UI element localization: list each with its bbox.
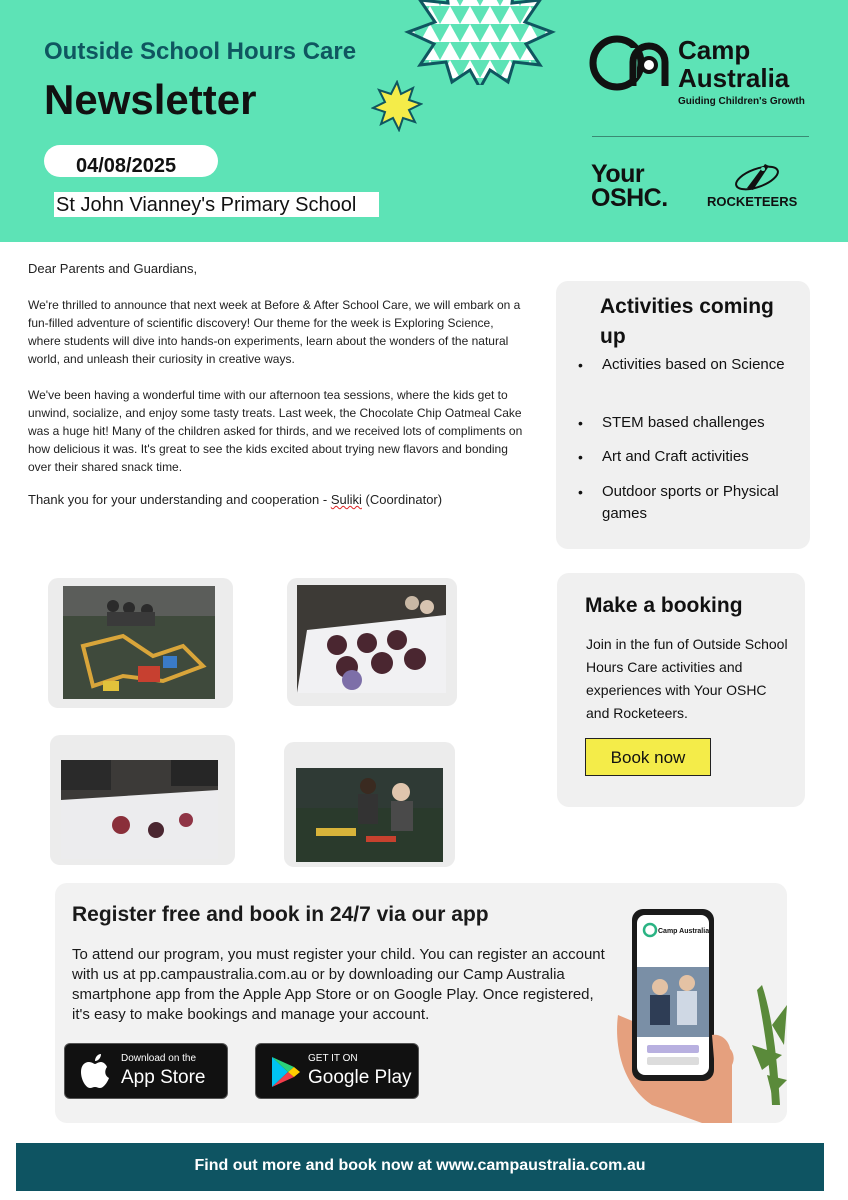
brand-tagline: Guiding Children's Growth xyxy=(678,96,805,107)
activity-item: Outdoor sports or Physical games xyxy=(602,483,779,522)
sparkle-star-icon xyxy=(371,80,423,132)
activity-item: Activities based on Science xyxy=(602,356,785,373)
bullet-icon: • xyxy=(578,357,583,373)
school-name: St John Vianney's Primary School xyxy=(56,194,357,216)
starburst-decoration xyxy=(400,0,560,85)
photo-paper-flowers-table xyxy=(297,585,446,693)
camp-australia-logo-icon xyxy=(589,34,675,92)
brand-name-line2: Australia xyxy=(678,63,790,93)
letter-paragraph: We've been having a wonderful time with our afternoon tea sessions, where the kids get to unwind, socialize, and enjoy some tasty treats. Last week, the Chocolate Chip Oatmeal Cake was a huge hit! Many of the children asked for thirds, and we received lots of compliments on how delicious it was. It's great to see the kids excited about trying new flavors and bonding over their shared snack time. xyxy=(28,388,523,474)
photo-kids-on-mat xyxy=(296,768,443,862)
signoff-text: Thank you for your understanding and cooperation - xyxy=(28,492,331,507)
register-description: To attend our program, you must register your child. You can register an account with us at pp.campaustralia.com.au or by downloading our Camp Australia smartphone app from the Apple App Store or on Google Play. Once registered, it's easy to make bookings and manage your account. xyxy=(72,946,605,1023)
app-store-small-text: Download on the xyxy=(121,1053,197,1064)
header-divider xyxy=(592,136,809,137)
bullet-icon: • xyxy=(578,415,583,431)
newsletter-title: Newsletter xyxy=(44,76,257,123)
coordinator-role: (Coordinator) xyxy=(361,492,443,507)
booking-title: Make a booking xyxy=(585,594,743,617)
brand-name xyxy=(678,36,789,92)
activity-item: STEM based challenges xyxy=(602,414,765,431)
letter-greeting: Dear Parents and Guardians, xyxy=(28,261,198,276)
booking-description: Join in the fun of Outside School Hours Care activities and experiences with Your OSHC and Rocketeers. xyxy=(586,636,788,721)
bullet-icon: • xyxy=(578,449,583,465)
register-title: Register free and book in 24/7 via our app xyxy=(72,903,489,926)
google-play-button[interactable] xyxy=(255,1043,419,1099)
newsletter-date: 04/08/2025 xyxy=(76,155,177,177)
brand-name-line1: Camp xyxy=(678,35,751,65)
google-play-big-text: Google Play xyxy=(308,1067,412,1088)
activities-title: Activities coming up xyxy=(600,295,774,348)
footer-link-text[interactable]: Find out more and book now at www.campaustralia.com.au xyxy=(194,1157,646,1174)
your-oshc-line2: OSHC. xyxy=(591,184,668,212)
google-play-small-text: GET IT ON xyxy=(308,1053,358,1064)
your-oshc-logo xyxy=(591,162,668,210)
phone-brand-text: Camp Australia xyxy=(658,928,710,935)
rocket-icon xyxy=(733,160,783,192)
your-oshc-line1: Your xyxy=(591,160,645,188)
apple-logo-icon xyxy=(79,1054,111,1090)
photo-kids-building-blocks xyxy=(63,586,215,699)
app-store-big-text: App Store xyxy=(121,1067,206,1088)
phone-hand-illustration xyxy=(612,905,787,1123)
newsletter-kicker: Outside School Hours Care xyxy=(44,38,357,65)
book-now-button[interactable]: Book now xyxy=(585,738,711,776)
coordinator-name: Suliki xyxy=(330,492,362,507)
activity-item: Art and Craft activities xyxy=(602,448,749,465)
google-play-icon xyxy=(270,1056,300,1088)
letter-signoff xyxy=(28,491,528,509)
rocketeers-logo: ROCKETEERS xyxy=(707,194,798,209)
letter-paragraph: We're thrilled to announce that next week at Before & After School Care, we will embark on a fun-filled adventure of scientific discovery! Our theme for the week is Exploring Science, where students will dive into hands-on experiments, learn about the wonders of the natural world, and unleash their curiosity in creative ways. xyxy=(28,298,521,366)
photo-kids-crafting xyxy=(61,760,218,859)
app-store-button[interactable] xyxy=(64,1043,228,1099)
bullet-icon: • xyxy=(578,484,583,500)
